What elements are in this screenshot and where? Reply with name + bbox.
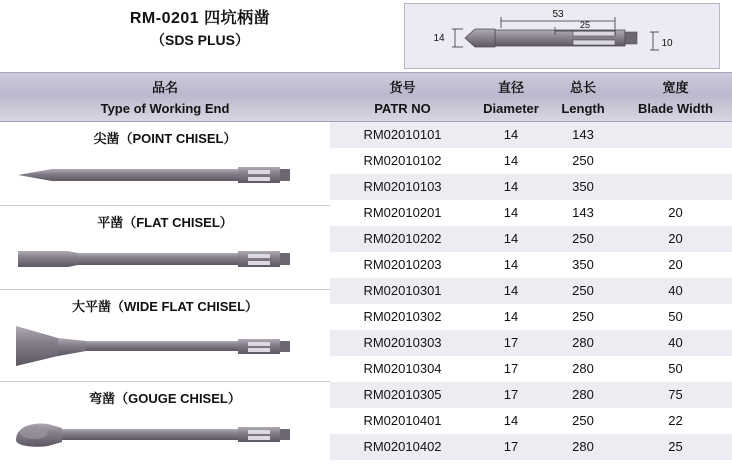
product-label: 尖凿（POINT CHISEL） bbox=[93, 131, 237, 146]
cell-diameter: 14 bbox=[503, 257, 519, 272]
table-row[interactable] bbox=[330, 330, 732, 356]
cell-patr-no: RM02010303 bbox=[363, 335, 442, 350]
cell-blade-width: 20 bbox=[668, 231, 683, 246]
cell-length: 350 bbox=[572, 257, 594, 272]
page-title bbox=[0, 8, 400, 50]
column-header-blade-width-cn: 宽度 bbox=[662, 80, 689, 95]
title-chinese: RM-0201 四坑柄凿 bbox=[129, 10, 271, 27]
cell-patr-no: RM02010401 bbox=[363, 413, 442, 428]
cell-diameter: 14 bbox=[503, 231, 519, 246]
specification-table bbox=[330, 122, 732, 459]
product-flat-chisel bbox=[0, 206, 330, 290]
table-row[interactable] bbox=[330, 304, 732, 330]
cell-diameter: 17 bbox=[503, 439, 519, 454]
cell-diameter: 17 bbox=[503, 361, 519, 376]
cell-patr-no: RM02010301 bbox=[363, 283, 442, 298]
cell-blade-width: 20 bbox=[668, 205, 683, 220]
cell-length: 250 bbox=[572, 231, 594, 246]
cell-length: 143 bbox=[572, 127, 594, 142]
cell-patr-no: RM02010201 bbox=[363, 205, 442, 220]
cell-length: 280 bbox=[572, 335, 594, 350]
product-point-chisel bbox=[0, 122, 330, 206]
cell-blade-width: 75 bbox=[668, 387, 683, 402]
table-row[interactable] bbox=[330, 174, 732, 200]
product-label: 大平凿（WIDE FLAT CHISEL） bbox=[71, 299, 259, 314]
product-label: 弯凿（GOUGE CHISEL） bbox=[89, 391, 241, 406]
cell-diameter: 14 bbox=[503, 127, 519, 142]
cell-diameter: 17 bbox=[503, 335, 519, 350]
column-header-diameter-cn: 直径 bbox=[497, 80, 524, 95]
column-header-blade-width bbox=[619, 77, 732, 119]
column-header-type bbox=[0, 77, 330, 119]
column-header-patr-cn: 货号 bbox=[389, 80, 416, 95]
cell-patr-no: RM02010103 bbox=[363, 179, 442, 194]
cell-diameter: 14 bbox=[503, 153, 519, 168]
cell-length: 143 bbox=[572, 205, 594, 220]
wide-flat-chisel-icon bbox=[0, 318, 330, 381]
cell-length: 250 bbox=[572, 283, 594, 298]
cell-blade-width: 40 bbox=[668, 283, 683, 298]
cell-patr-no: RM02010302 bbox=[363, 309, 442, 324]
cell-length: 280 bbox=[572, 387, 594, 402]
table-row[interactable] bbox=[330, 434, 732, 460]
table-row[interactable] bbox=[330, 226, 732, 252]
cell-length: 250 bbox=[572, 153, 594, 168]
cell-blade-width: 50 bbox=[668, 361, 683, 376]
cell-patr-no: RM02010102 bbox=[363, 153, 442, 168]
cell-length: 350 bbox=[572, 179, 594, 194]
product-gouge-chisel bbox=[0, 382, 330, 459]
gouge-chisel-icon bbox=[0, 410, 330, 463]
cell-patr-no: RM02010101 bbox=[363, 127, 442, 142]
column-header-type-cn: 品名 bbox=[151, 80, 178, 95]
column-header-patr bbox=[330, 77, 475, 119]
cell-diameter: 14 bbox=[503, 413, 519, 428]
column-header-diameter bbox=[475, 77, 547, 119]
table-row[interactable] bbox=[330, 122, 732, 148]
table-row[interactable] bbox=[330, 148, 732, 174]
cell-length: 280 bbox=[572, 361, 594, 376]
product-label: 平凿（FLAT CHISEL） bbox=[97, 215, 233, 230]
column-header-length bbox=[547, 77, 619, 119]
column-header-length-en: Length bbox=[561, 101, 605, 116]
cell-patr-no: RM02010402 bbox=[363, 439, 442, 454]
cell-diameter: 14 bbox=[503, 205, 519, 220]
cell-diameter: 14 bbox=[503, 283, 519, 298]
page-header bbox=[0, 0, 732, 72]
cell-length: 250 bbox=[572, 309, 594, 324]
column-header-patr-en: PATR NO bbox=[374, 101, 431, 116]
column-header-length-cn: 总长 bbox=[569, 80, 596, 95]
cell-diameter: 17 bbox=[503, 387, 519, 402]
table-row[interactable] bbox=[330, 252, 732, 278]
column-header-type-en: Type of Working End bbox=[100, 101, 230, 116]
column-header-diameter-en: Diameter bbox=[483, 101, 539, 116]
cell-blade-width: 20 bbox=[668, 257, 683, 272]
svg-text:10: 10 bbox=[661, 38, 673, 49]
cell-blade-width bbox=[619, 122, 732, 148]
cell-patr-no: RM02010203 bbox=[363, 257, 442, 272]
table-row[interactable] bbox=[330, 356, 732, 382]
shank-technical-drawing bbox=[404, 3, 720, 69]
svg-text:14: 14 bbox=[433, 33, 445, 44]
table-row[interactable] bbox=[330, 278, 732, 304]
cell-blade-width bbox=[619, 174, 732, 200]
flat-chisel-icon bbox=[0, 234, 330, 289]
cell-length: 250 bbox=[572, 413, 594, 428]
product-column bbox=[0, 122, 330, 459]
cell-blade-width bbox=[619, 148, 732, 174]
cell-patr-no: RM02010304 bbox=[363, 361, 442, 376]
cell-blade-width: 22 bbox=[668, 413, 683, 428]
title-english: （SDS PLUS） bbox=[150, 32, 249, 48]
cell-blade-width: 40 bbox=[668, 335, 683, 350]
cell-patr-no: RM02010202 bbox=[363, 231, 442, 246]
table-row[interactable] bbox=[330, 408, 732, 434]
cell-patr-no: RM02010305 bbox=[363, 387, 442, 402]
table-row[interactable] bbox=[330, 200, 732, 226]
svg-text:53: 53 bbox=[552, 9, 564, 20]
table-column-headers bbox=[0, 72, 732, 122]
cell-length: 280 bbox=[572, 439, 594, 454]
cell-blade-width: 50 bbox=[668, 309, 683, 324]
cell-diameter: 14 bbox=[503, 179, 519, 194]
column-header-blade-width-en: Blade Width bbox=[638, 101, 713, 116]
cell-blade-width: 25 bbox=[668, 439, 683, 454]
point-chisel-icon bbox=[0, 150, 330, 205]
table-row[interactable] bbox=[330, 382, 732, 408]
product-wide-flat-chisel bbox=[0, 290, 330, 382]
svg-text:25: 25 bbox=[579, 20, 591, 30]
cell-diameter: 14 bbox=[503, 309, 519, 324]
